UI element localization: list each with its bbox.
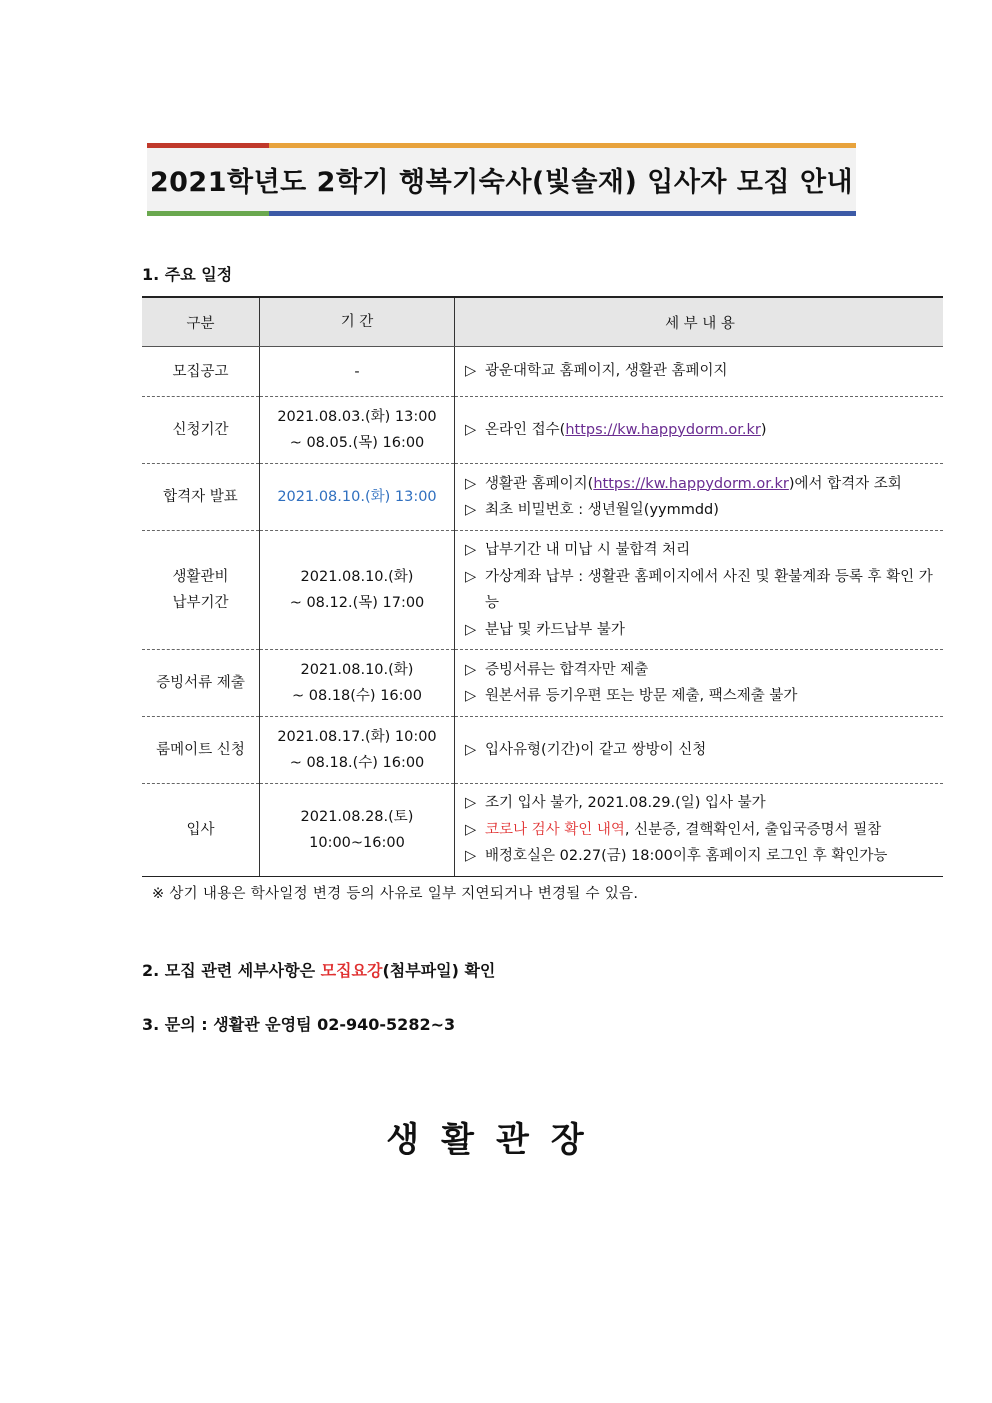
category-line: 입사	[186, 822, 215, 838]
period-line: 2021.08.03.(화) 13:00	[277, 409, 437, 425]
triangle-bullet-icon: ▷	[465, 621, 477, 638]
triangle-bullet-icon: ▷	[465, 848, 477, 865]
table-row	[142, 397, 943, 464]
triangle-bullet-icon: ▷	[465, 688, 477, 704]
section-2-heading	[142, 958, 495, 981]
triangle-bullet-icon: ▷	[465, 475, 477, 492]
detail-line	[465, 617, 935, 644]
detail-line	[465, 790, 935, 817]
page-title: 2021학년도 2학기 행복기숙사(빛솔재) 입사자 모집 안내	[149, 167, 854, 198]
signature: 생활관장	[386, 1120, 606, 1160]
detail-text: )에서 합격자 조회	[788, 475, 902, 492]
detail-line	[465, 471, 935, 498]
detail-text: 증빙서류는 합격자만 제출	[485, 661, 649, 678]
triangle-bullet-icon: ▷	[465, 568, 477, 585]
cell-details	[455, 650, 944, 717]
homepage-link[interactable]: https://kw.happydorm.or.kr	[593, 475, 789, 492]
table-row	[142, 784, 943, 877]
table-header-row	[142, 297, 943, 347]
period-line: ~ 08.05.(목) 16:00	[289, 435, 425, 451]
detail-text: 생활관 홈페이지(	[485, 475, 594, 492]
section-1-heading: 1. 주요 일정	[142, 265, 233, 284]
detail-line	[465, 843, 935, 870]
period-line: ~ 08.18.(수) 16:00	[289, 755, 425, 771]
cell-category	[142, 347, 260, 397]
category-line: 증빙서류 제출	[156, 675, 245, 691]
detail-line	[465, 683, 935, 710]
table-row	[142, 717, 943, 784]
cell-details	[455, 347, 944, 397]
detail-text: 입사유형(기간)이 같고 쌍방이 신청	[485, 741, 707, 758]
triangle-bullet-icon: ▷	[465, 502, 477, 518]
header-category: 구분	[142, 297, 260, 347]
detail-text: 가상계좌 납부 : 생활관 홈페이지에서 사진 및 환불계좌 등록 후 확인 가능	[485, 568, 933, 611]
period-line: 2021.08.28.(토)	[300, 809, 414, 825]
category-line: 납부기간	[172, 595, 229, 611]
detail-line	[465, 358, 935, 385]
detail-highlight: 코로나 검사 확인 내역	[485, 821, 625, 838]
cell-category	[142, 397, 260, 464]
triangle-bullet-icon: ▷	[465, 661, 477, 678]
detail-text: , 신분증, 결핵확인서, 출입국증명서 필참	[624, 821, 882, 838]
cell-period	[260, 347, 455, 397]
detail-line	[465, 817, 935, 844]
footnote: ※ 상기 내용은 학사일정 변경 등의 사유로 일부 지연되거나 변경될 수 있음.	[152, 886, 639, 902]
detail-text: 최초 비밀번호 : 생년월일(yymmdd)	[485, 502, 719, 518]
category-line: 룸메이트 신청	[156, 742, 245, 758]
period-line: 2021.08.17.(화) 10:00	[277, 729, 437, 745]
period-line: 10:00~16:00	[309, 835, 405, 851]
title-banner	[147, 143, 856, 216]
detail-text: 분납 및 카드납부 불가	[485, 621, 625, 638]
period-line: 2021.08.10.(화) 13:00	[277, 489, 437, 505]
section-2-post: (첨부파일) 확인	[382, 961, 496, 980]
category-line: 신청기간	[172, 422, 229, 438]
header-period: 기 간	[260, 297, 455, 347]
detail-line	[465, 564, 935, 617]
table-row	[142, 531, 943, 650]
detail-line	[465, 497, 935, 524]
section-2-pre: 2. 모집 관련 세부사항은	[142, 961, 321, 980]
triangle-bullet-icon: ▷	[465, 542, 477, 558]
category-line: 생활관비	[172, 569, 229, 585]
period-line: ~ 08.12.(목) 17:00	[289, 595, 425, 611]
period-line: ~ 08.18(수) 16:00	[292, 688, 422, 704]
detail-line	[465, 737, 935, 764]
section-2-highlight: 모집요강	[320, 961, 383, 980]
cell-period	[260, 464, 455, 531]
detail-text: 온라인 접수(	[485, 421, 566, 438]
period-line: -	[354, 363, 360, 380]
triangle-bullet-icon: ▷	[465, 821, 477, 838]
category-line: 모집공고	[172, 363, 229, 380]
detail-text: )	[760, 421, 767, 438]
cell-details	[455, 464, 944, 531]
triangle-bullet-icon: ▷	[465, 421, 477, 438]
cell-category	[142, 784, 260, 877]
table-row	[142, 650, 943, 717]
cell-category	[142, 531, 260, 650]
cell-category	[142, 717, 260, 784]
cell-period	[260, 397, 455, 464]
detail-text: 조기 입사 불가, 2021.08.29.(일) 입사 불가	[485, 795, 766, 812]
cell-category	[142, 464, 260, 531]
triangle-bullet-icon: ▷	[465, 363, 477, 380]
cell-period	[260, 531, 455, 650]
detail-line	[465, 537, 935, 564]
triangle-bullet-icon: ▷	[465, 741, 477, 758]
detail-text: 광운대학교 홈페이지, 생활관 홈페이지	[485, 363, 728, 380]
cell-details	[455, 531, 944, 650]
period-line: 2021.08.10.(화)	[300, 569, 414, 585]
cell-details	[455, 397, 944, 464]
detail-text: 납부기간 내 미납 시 불합격 처리	[485, 542, 691, 558]
cell-period	[260, 717, 455, 784]
header-details: 세 부 내 용	[455, 297, 944, 347]
cell-period	[260, 650, 455, 717]
detail-text: 배정호실은 02.27(금) 18:00이후 홈페이지 로그인 후 확인가능	[485, 848, 888, 865]
title-bar-bottom-blue	[269, 211, 856, 216]
table-row	[142, 347, 943, 397]
triangle-bullet-icon: ▷	[465, 795, 477, 812]
period-line: 2021.08.10.(화)	[300, 662, 414, 678]
detail-text: 원본서류 등기우편 또는 방문 제출, 팩스제출 불가	[485, 688, 798, 704]
schedule-table	[142, 296, 943, 877]
homepage-link[interactable]: https://kw.happydorm.or.kr	[565, 421, 761, 438]
cell-category	[142, 650, 260, 717]
section-3-heading: 3. 문의 : 생활관 운영팀 02-940-5282~3	[142, 1015, 456, 1034]
cell-period	[260, 784, 455, 877]
title-bar-bottom-green	[147, 211, 269, 216]
detail-line	[465, 417, 935, 444]
table-row	[142, 464, 943, 531]
category-line: 합격자 발표	[163, 489, 238, 505]
detail-line	[465, 657, 935, 684]
cell-details	[455, 717, 944, 784]
cell-details	[455, 784, 944, 877]
